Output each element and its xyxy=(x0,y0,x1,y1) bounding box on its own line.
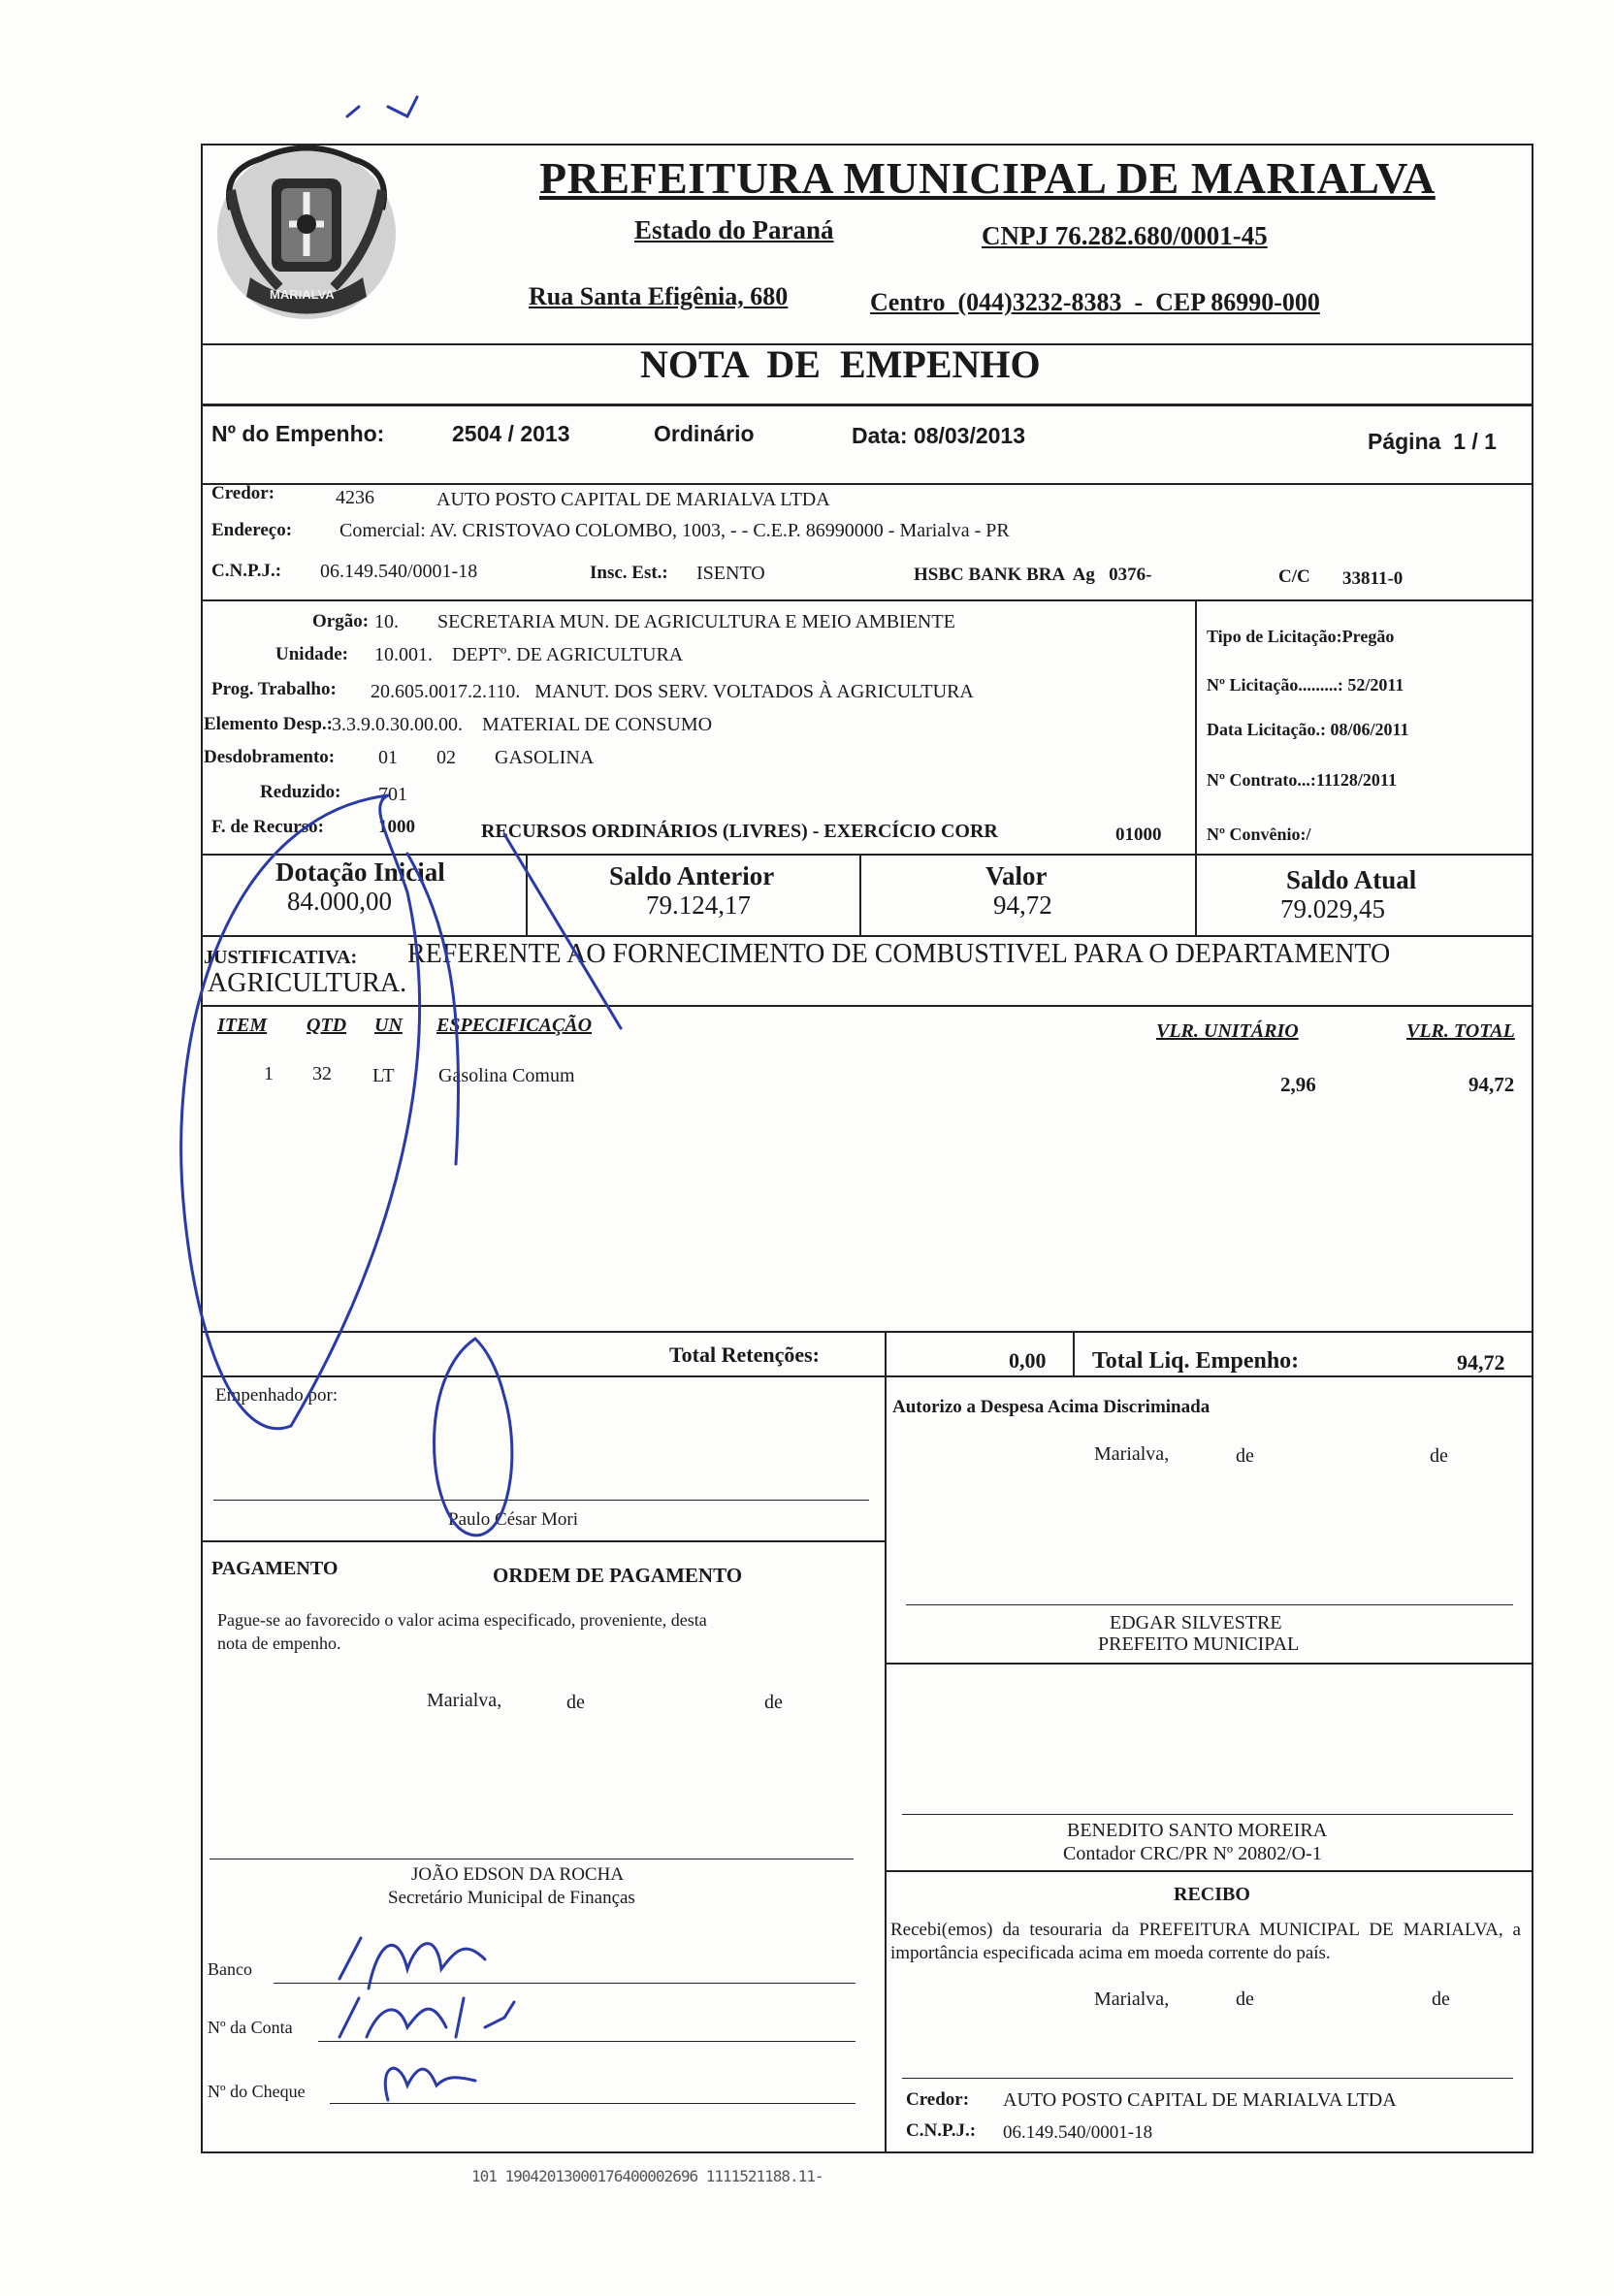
dotacao-value: 84.000,00 xyxy=(287,887,392,916)
address-label: Endereço: xyxy=(211,520,293,540)
items-header-unit-value: VLR. UNITÁRIO xyxy=(1156,1020,1299,1042)
contador-title: Contador CRC/PR Nº 20802/O-1 xyxy=(1063,1843,1322,1864)
empenho-label: Nº do Empenho: xyxy=(211,421,385,446)
page-number: Página 1 / 1 xyxy=(1368,429,1497,454)
secretario-name: JOÃO EDSON DA ROCHA xyxy=(411,1864,625,1885)
licitacao-type: Tipo de Licitação:Pregão xyxy=(1207,627,1395,646)
pen-mark-stroke xyxy=(347,97,417,116)
recibo-cnpj-label: C.N.P.J.: xyxy=(906,2120,977,2141)
saldo-anterior-label: Saldo Anterior xyxy=(609,861,775,890)
prog-value: 20.605.0017.2.110. MANUT. DOS SERV. VOLTADOS À AGRICULTURA xyxy=(371,681,974,702)
licitacao-number: Nº Licitação.........: 52/2011 xyxy=(1207,675,1404,695)
autorizo-de-1: de xyxy=(1236,1445,1254,1467)
footer-code: 101 19042013000176400002696 1111521188.11- xyxy=(471,2167,823,2185)
orgao-label: Orgão: xyxy=(312,611,370,631)
cc-value: 33811-0 xyxy=(1342,568,1404,589)
pagamento-de-1: de xyxy=(566,1692,585,1713)
valor-label: Valor xyxy=(985,861,1048,890)
unidade-value: 10.001. DEPTº. DE AGRICULTURA xyxy=(374,644,684,665)
empenhado-name: Paulo César Mori xyxy=(448,1509,579,1530)
credor-name: AUTO POSTO CAPITAL DE MARIALVA LTDA xyxy=(436,489,830,510)
ordem-pagamento-label: ORDEM DE PAGAMENTO xyxy=(493,1564,743,1587)
recibo-de-2: de xyxy=(1432,1989,1450,2010)
justificativa-text-2: AGRICULTURA. xyxy=(208,968,407,998)
prefeito-name: EDGAR SILVESTRE xyxy=(1110,1612,1282,1633)
recurso-label: F. de Recurso: xyxy=(211,817,324,837)
saldo-atual-label: Saldo Atual xyxy=(1286,865,1417,894)
elemento-label: Elemento Desp.: xyxy=(204,714,333,734)
header-cnpj: CNPJ 76.282.680/0001-45 xyxy=(982,221,1268,250)
banco-label: Banco xyxy=(208,1959,252,1979)
valor-value: 94,72 xyxy=(993,890,1052,920)
empenho-date: Data: 08/03/2013 xyxy=(852,423,1026,448)
recibo-de-1: de xyxy=(1236,1989,1254,2010)
header-address: Centro (044)3232-8383 - CEP 86990-000 xyxy=(870,288,1320,316)
cc-label: C/C xyxy=(1278,566,1310,587)
prog-label: Prog. Trabalho: xyxy=(211,679,337,699)
total-liq-label: Total Liq. Empenho: xyxy=(1092,1348,1300,1374)
contador-name: BENEDITO SANTO MOREIRA xyxy=(1067,1820,1328,1841)
justificativa-label: JUSTIFICATIVA: xyxy=(204,947,358,968)
recibo-city: Marialva, xyxy=(1094,1989,1170,2010)
header-street: Rua Santa Efigênia, 680 xyxy=(529,282,789,310)
recibo-credor-label: Credor: xyxy=(906,2089,970,2110)
insc-label: Insc. Est.: xyxy=(590,563,668,583)
reduzido-value: 701 xyxy=(378,784,407,805)
autorizo-city: Marialva, xyxy=(1094,1443,1170,1465)
items-header-item: ITEM xyxy=(217,1015,268,1036)
desdobramento-value: 01 02 GASOLINA xyxy=(378,747,595,768)
seal-banner-text: MARIALVA xyxy=(270,287,335,302)
credor-address: Comercial: AV. CRISTOVAO COLOMBO, 1003, - - C.E.P. 86990000 - Marialva - PR xyxy=(339,520,1010,541)
recibo-cnpj-value: 06.149.540/0001-18 xyxy=(1003,2122,1153,2143)
item-total-value: 94,72 xyxy=(1469,1073,1515,1096)
insc-value: ISENTO xyxy=(696,563,765,584)
saldo-anterior-value: 79.124,17 xyxy=(646,890,751,920)
document-title: NOTA DE EMPENHO xyxy=(640,342,1041,386)
desdobramento-label: Desdobramento: xyxy=(204,747,336,767)
recurso-code: 01000 xyxy=(1115,825,1162,845)
item-unit: LT xyxy=(372,1065,395,1086)
saldo-atual-value: 79.029,45 xyxy=(1280,894,1385,923)
total-liq-value: 94,72 xyxy=(1457,1350,1505,1374)
items-header-un: UN xyxy=(374,1015,403,1036)
retencoes-value: 0,00 xyxy=(1009,1348,1047,1373)
conta-label: Nº da Conta xyxy=(208,2018,293,2037)
empenho-type: Ordinário xyxy=(654,421,755,446)
items-header-total-value: VLR. TOTAL xyxy=(1406,1020,1515,1042)
recibo-credor-name: AUTO POSTO CAPITAL DE MARIALVA LTDA xyxy=(1003,2089,1397,2111)
header-title: PREFEITURA MUNICIPAL DE MARIALVA xyxy=(539,153,1436,203)
unidade-label: Unidade: xyxy=(275,644,348,664)
items-header-spec: ESPECIFICAÇÃO xyxy=(436,1015,593,1036)
autorizo-de-2: de xyxy=(1430,1445,1448,1467)
municipal-seal xyxy=(211,132,402,336)
pagamento-label: PAGAMENTO xyxy=(211,1558,339,1579)
pagamento-text-2: nota de empenho. xyxy=(217,1633,341,1653)
bank-info: HSBC BANK BRA Ag 0376- xyxy=(914,565,1152,585)
pagamento-city: Marialva, xyxy=(427,1690,502,1711)
empenhado-label: Empenhado por: xyxy=(215,1385,339,1406)
credor-cnpj: 06.149.540/0001-18 xyxy=(320,561,478,582)
item-unit-value: 2,96 xyxy=(1280,1073,1316,1096)
dotacao-label: Dotação Inicial xyxy=(275,857,445,887)
pagamento-text-1: Pague-se ao favorecido o valor acima especificado, proveniente, desta xyxy=(217,1610,707,1630)
justificativa-text-1: REFERENTE AO FORNECIMENTO DE COMBUSTIVEL PARA O DEPARTAMENTO xyxy=(407,939,1391,969)
pagamento-de-2: de xyxy=(764,1692,783,1713)
item-spec: Gasolina Comum xyxy=(438,1065,575,1086)
licitacao-date: Data Licitação.: 08/06/2011 xyxy=(1207,720,1409,739)
empenho-number: 2504 / 2013 xyxy=(452,421,570,446)
convenio-number: Nº Convênio:/ xyxy=(1207,825,1311,844)
elemento-value: 3.3.9.0.30.00.00. MATERIAL DE CONSUMO xyxy=(332,714,713,735)
recurso-value: 1000 xyxy=(378,817,415,837)
recibo-label: RECIBO xyxy=(1174,1884,1250,1905)
orgao-value: 10. SECRETARIA MUN. DE AGRICULTURA E MEIO AMBIENTE xyxy=(374,611,955,632)
recibo-text: Recebi(emos) da tesouraria da PREFEITURA MUNICIPAL DE MARIALVA, a importância especificada acima em moeda corrente do país. xyxy=(890,1920,1521,1963)
recurso-description: RECURSOS ORDINÁRIOS (LIVRES) - EXERCÍCIO CORR xyxy=(481,821,998,842)
header-state: Estado do Paraná xyxy=(634,215,834,244)
contrato-number: Nº Contrato...:11128/2011 xyxy=(1207,770,1397,790)
cnpj-label: C.N.P.J.: xyxy=(211,561,282,581)
secretario-title: Secretário Municipal de Finanças xyxy=(388,1888,635,1908)
item-qtd: 32 xyxy=(312,1063,332,1084)
item-number: 1 xyxy=(264,1063,274,1084)
coat-of-arms-icon xyxy=(211,132,402,336)
reduzido-label: Reduzido: xyxy=(260,782,341,802)
retencoes-label: Total Retenções: xyxy=(669,1342,820,1367)
autorizo-label: Autorizo a Despesa Acima Discriminada xyxy=(892,1397,1210,1417)
items-header-qtd: QTD xyxy=(307,1015,347,1036)
credor-label: Credor: xyxy=(211,483,275,503)
prefeito-title: PREFEITO MUNICIPAL xyxy=(1098,1633,1300,1655)
cheque-label: Nº do Cheque xyxy=(208,2082,306,2101)
credor-code: 4236 xyxy=(336,487,374,508)
